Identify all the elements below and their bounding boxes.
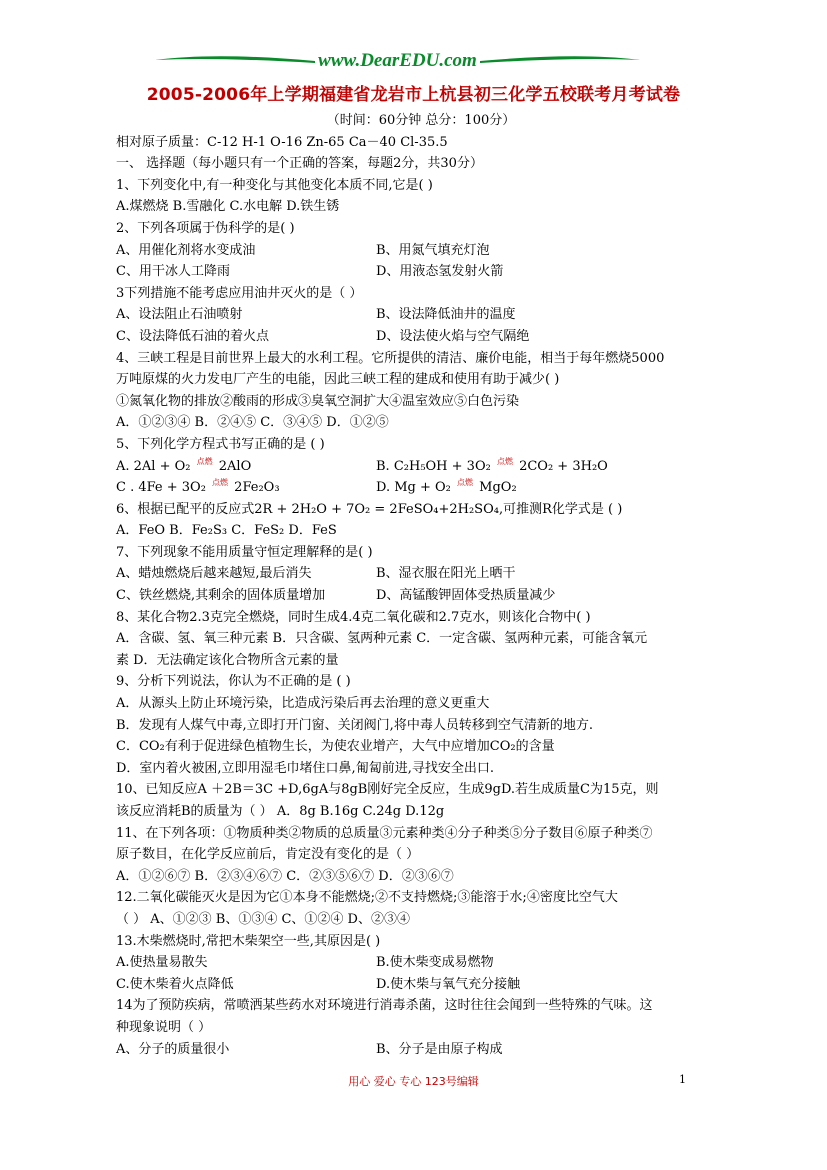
option-right: D、用液态氢发射火箭 (376, 264, 504, 280)
text-line (116, 952, 726, 974)
site-url: www.DearEDU.com (318, 50, 477, 71)
option-right: D. Mg + O₂ $^{点燃}$ MgO₂ (376, 478, 517, 496)
text-line: 8、某化合物2.3克完全燃烧，同时生成4.4克二氧化碳和2.7克水，则该化合物中( ) (116, 609, 591, 625)
text-line: 种现象说明（ ） (116, 1019, 212, 1035)
option-left: C、用干冰人工降雨 (116, 264, 230, 280)
text-line: 11、在下列各项：①物质种类②物质的总质量③元素种类④分子种类⑤分子数目⑥原子种类⑦ (116, 825, 653, 841)
option-right: B、湿衣服在阳光上晒干 (376, 566, 516, 582)
text-line (116, 1039, 726, 1061)
text-line: 10、已知反应A ＋2B＝3C +D,6gA与8gB刚好完全反应，生成9gD.若生成质量C为15克，则 (116, 782, 659, 798)
option-left: C、设法降低石油的着火点 (116, 328, 269, 344)
text-line: 5、下列化学方程式书写正确的是 ( ) (116, 436, 325, 452)
text-line: 一、 选择题（每小题只有一个正确的答案，每题2分，共30分） (116, 156, 483, 172)
text-line: 13.木柴燃烧时,常把木柴架空一些,其原因是( ) (116, 933, 381, 949)
option-right: D.使木柴与氧气充分接触 (376, 976, 521, 992)
option-right: D、设法使火焰与空气隔绝 (376, 328, 530, 344)
option-right: B、分子是由原子构成 (376, 1041, 503, 1057)
text-line: 12.二氧化碳能灭火是因为它①本身不能燃烧;②不支持燃烧;③能溶于水;④密度比空气大 (116, 890, 618, 906)
text-line (116, 563, 726, 585)
option-left: A、分子的质量很小 (116, 1041, 230, 1057)
option-right: D、高锰酸钾固体受热质量减少 (376, 588, 556, 604)
reaction-condition: 点燃 (457, 478, 474, 488)
text-line: 4、三峡工程是目前世界上最大的水利工程。它所提供的清洁、廉价电能，相当于每年燃烧5000 (116, 350, 665, 366)
option-left: C . 4Fe + 3O₂ $^{点燃}$ 2Fe₂O₃ (116, 478, 280, 496)
text-line (116, 304, 726, 326)
page-number: 1 (679, 1073, 686, 1086)
option-left: C、铁丝燃烧,其剩余的固体质量增加 (116, 588, 326, 604)
text-line: 7、下列现象不能用质量守恒定理解释的是( ) (116, 544, 373, 560)
text-line: ①氮氧化物的排放②酸雨的形成③臭氧空洞扩大④温室效应⑤白色污染 (116, 393, 520, 409)
option-left: A、蜡烛燃烧后越来越短,最后消失 (116, 566, 312, 582)
text-line: A.煤燃烧 B.雪融化 C.水电解 D.铁生锈 (116, 199, 340, 215)
reaction-condition: 点燃 (196, 456, 213, 466)
text-line: 14为了预防疾病，常喷洒某些药水对环境进行消毒杀菌，这时往往会闻到一些特殊的气味。这 (116, 998, 653, 1014)
option-right: B、用氮气填充灯泡 (376, 242, 490, 258)
text-line: 原子数目，在化学反应前后，肯定没有变化的是（ ） (116, 847, 420, 863)
exam-title: 2005-2006年上学期福建省龙岩市上杭县初三化学五校联考月考试卷 (146, 85, 681, 105)
text-line: 1、下列变化中,有一种变化与其他变化本质不同,它是( ) (116, 177, 433, 193)
reaction-condition: 点燃 (212, 478, 229, 488)
footer-text: 用心 爱心 专心 123号编辑 (348, 1075, 479, 1088)
option-right: B、设法降低油井的温度 (376, 307, 516, 323)
text-line: 3下列措施不能考虑应用油井灭火的是（ ） (116, 285, 363, 301)
reaction-condition: 点燃 (496, 456, 513, 466)
option-left: A、用催化剂将水变成油 (116, 242, 256, 258)
text-line (116, 261, 726, 283)
text-line (116, 240, 726, 262)
option-left: A、设法阻止石油喷射 (116, 307, 243, 323)
text-line (116, 326, 726, 348)
text-line: D．室内着火被困,立即用湿毛巾堵住口鼻,匍匐前进,寻找安全出口. (116, 760, 494, 776)
text-line (116, 585, 726, 607)
text-line: 9、分析下列说法，你认为不正确的是 ( ) (116, 674, 351, 690)
text-line: 2、下列各项属于伪科学的是( ) (116, 220, 295, 236)
text-line: A．①②⑥⑦ B．②③④⑥⑦ C．②③⑤⑥⑦ D．②③⑥⑦ (116, 868, 454, 884)
text-line: 素 D．无法确定该化合物所含元素的量 (116, 652, 339, 668)
text-line: 该反应消耗B的质量为（ ） A．8g B.16g C.24g D.12g (116, 804, 445, 819)
option-left: A.使热量易散失 (116, 955, 208, 971)
text-line: A．FeO B．Fe₂S₃ C．FeS₂ D．FeS (116, 523, 337, 539)
text-line: （时间：60分钟 总分：100分） (326, 113, 516, 128)
option-right: B.使木柴变成易燃物 (376, 955, 494, 971)
text-line: A．含碳、氢、氧三种元素 B．只含碳、氢两种元素 C．一定含碳、氢两种元素，可能含氧元 (116, 631, 648, 647)
text-line: C．CO₂有利于促进绿色植物生长，为使农业增产，大气中应增加CO₂的含量 (116, 739, 555, 755)
text-line: （ ） A、①②③ B、①③④ C、①②④ D、②③④ (116, 911, 410, 927)
text-line: A．①②③④ B．②④⑤ C．③④⑤ D．①②⑤ (116, 415, 389, 431)
text-line: A．从源头上防止环境污染，比造成污染后再去治理的意义更重大 (116, 696, 490, 712)
option-right: B. C₂H₅OH + 3O₂ $^{点燃}$ 2CO₂ + 3H₂O (376, 456, 608, 474)
text-line: 相对原子质量：C-12 H-1 O-16 Zn-65 Ca－40 Cl-35.5 (116, 134, 448, 150)
text-line (116, 477, 726, 499)
text-line: B．发现有人煤气中毒,立即打开门窗、关闭阀门,将中毒人员转移到空气清新的地方. (116, 717, 593, 733)
option-left: A. 2Al + O₂ $^{点燃}$ 2AlO (116, 456, 252, 474)
option-left: C.使木柴着火点降低 (116, 976, 234, 992)
text-line (116, 974, 726, 996)
exam-content (116, 110, 726, 1060)
text-line: 万吨原煤的火力发电厂产生的电能，因此三峡工程的建成和使用有助于减少( ) (116, 372, 560, 388)
text-line: 6、根据已配平的反应式2R + 2H₂O + 7O₂ = 2FeSO₄+2H₂SO₄,可推测R化学式是 ( ) (116, 501, 623, 517)
text-line (116, 456, 726, 478)
site-banner (155, 50, 640, 72)
